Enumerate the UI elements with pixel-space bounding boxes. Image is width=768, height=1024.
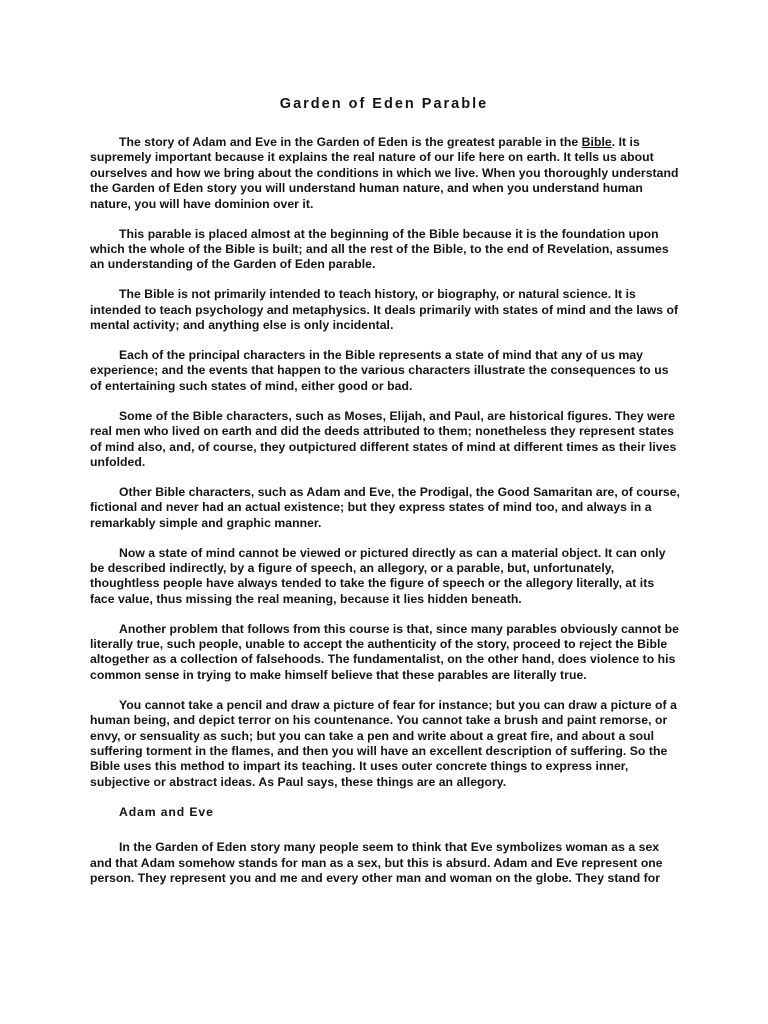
paragraph-another-problem: Another problem that follows from this course is that, since many parables obviously cannot be literally true, such people, unable to accept the authenticity of the story, proceed to reject the Bible altogether as a collection of falsehoods. The fundamentalist, on the other hand, does violence to his common sense in trying to make himself believe that these parables are literally true. (90, 621, 680, 682)
paragraph-adam-and-eve: In the Garden of Eden story many people seem to think that Eve symbolizes woman as a sex and that Adam somehow stands for man as a sex, but this is absurd. Adam and Eve represent one person. They represent you and me and every other man and woman on the globe. They stand for (90, 840, 663, 885)
paragraph-intro-text-after: . It is supremely important because it explains the real nature of our life here on earth. It tells us about ourselves and how we bring about the conditions in which we live. When you thoroughly understand the Garden of Eden story you will understand human nature, and when you understand human nature, you will have dominion over it. (90, 135, 679, 211)
paragraph-foundation: This parable is placed almost at the beginning of the Bible because it is the foundation upon which the whole of the Bible is built; and all the rest of the Bible, to the end of Revelation, assumes an understanding of the Garden of Eden parable. (90, 226, 669, 272)
document-title: Garden of Eden Parable (279, 96, 489, 112)
paragraph-intro-text-before: The story of Adam and Eve in the Garden of Eden is the greatest parable in the (119, 135, 582, 149)
document-body (90, 135, 682, 901)
paragraph-characters: Each of the principal characters in the Bible represents a state of mind that any of us may experience; and the events that happen to the various characters illustrate the consequences to us of entertaining such states of mind, either good or bad. (90, 347, 669, 393)
paragraph-fictional-characters: Other Bible characters, such as Adam and Eve, the Prodigal, the Good Samaritan are, of course, fictional and never had an actual existence; but they express states of mind too, and always in a remarkably simple and graphic manner. (90, 484, 680, 530)
paragraph-purpose: The Bible is not primarily intended to teach history, or biography, or natural science. It is intended to teach psychology and metaphysics. It deals primarily with states of mind and the laws of mental activity; and anything else is only incidental. (90, 287, 679, 333)
bible-link[interactable]: Bible (581, 135, 612, 149)
paragraph-state-of-mind: Now a state of mind cannot be viewed or pictured directly as can a material object. It can only be described indirectly, by a figure of speech, an allegory, or a parable, but, unfortunately, thoughtless people have always tended to take the figure of speech or the allegory literally, at its face value, thus missing the real meaning, because it lies hidden beneath. (90, 545, 666, 606)
section-heading-adam-and-eve: Adam and Eve (119, 804, 214, 819)
paragraph-allegory: You cannot take a pencil and draw a picture of fear for instance; but you can draw a picture of a human being, and depict terror on his countenance. You cannot take a brush and paint remorse, or envy, or sensuality as such; but you can take a pen and write about a great fire, and about a soul suffering torment in the flames, and then you will have an excellent description of suffering. So the Bible uses this method to impart its teaching. It uses outer concrete things to express inner, subjective or abstract ideas. As Paul says, these things are an allegory. (90, 697, 677, 789)
paragraph-intro (90, 135, 682, 212)
paragraph-historical-figures: Some of the Bible characters, such as Moses, Elijah, and Paul, are historical figures. They were real men who lived on earth and did the deeds attributed to them; nonetheless they represent states of mind also, and, of course, they outpictured different states of mind at different times as their lives unfolded. (90, 408, 677, 469)
